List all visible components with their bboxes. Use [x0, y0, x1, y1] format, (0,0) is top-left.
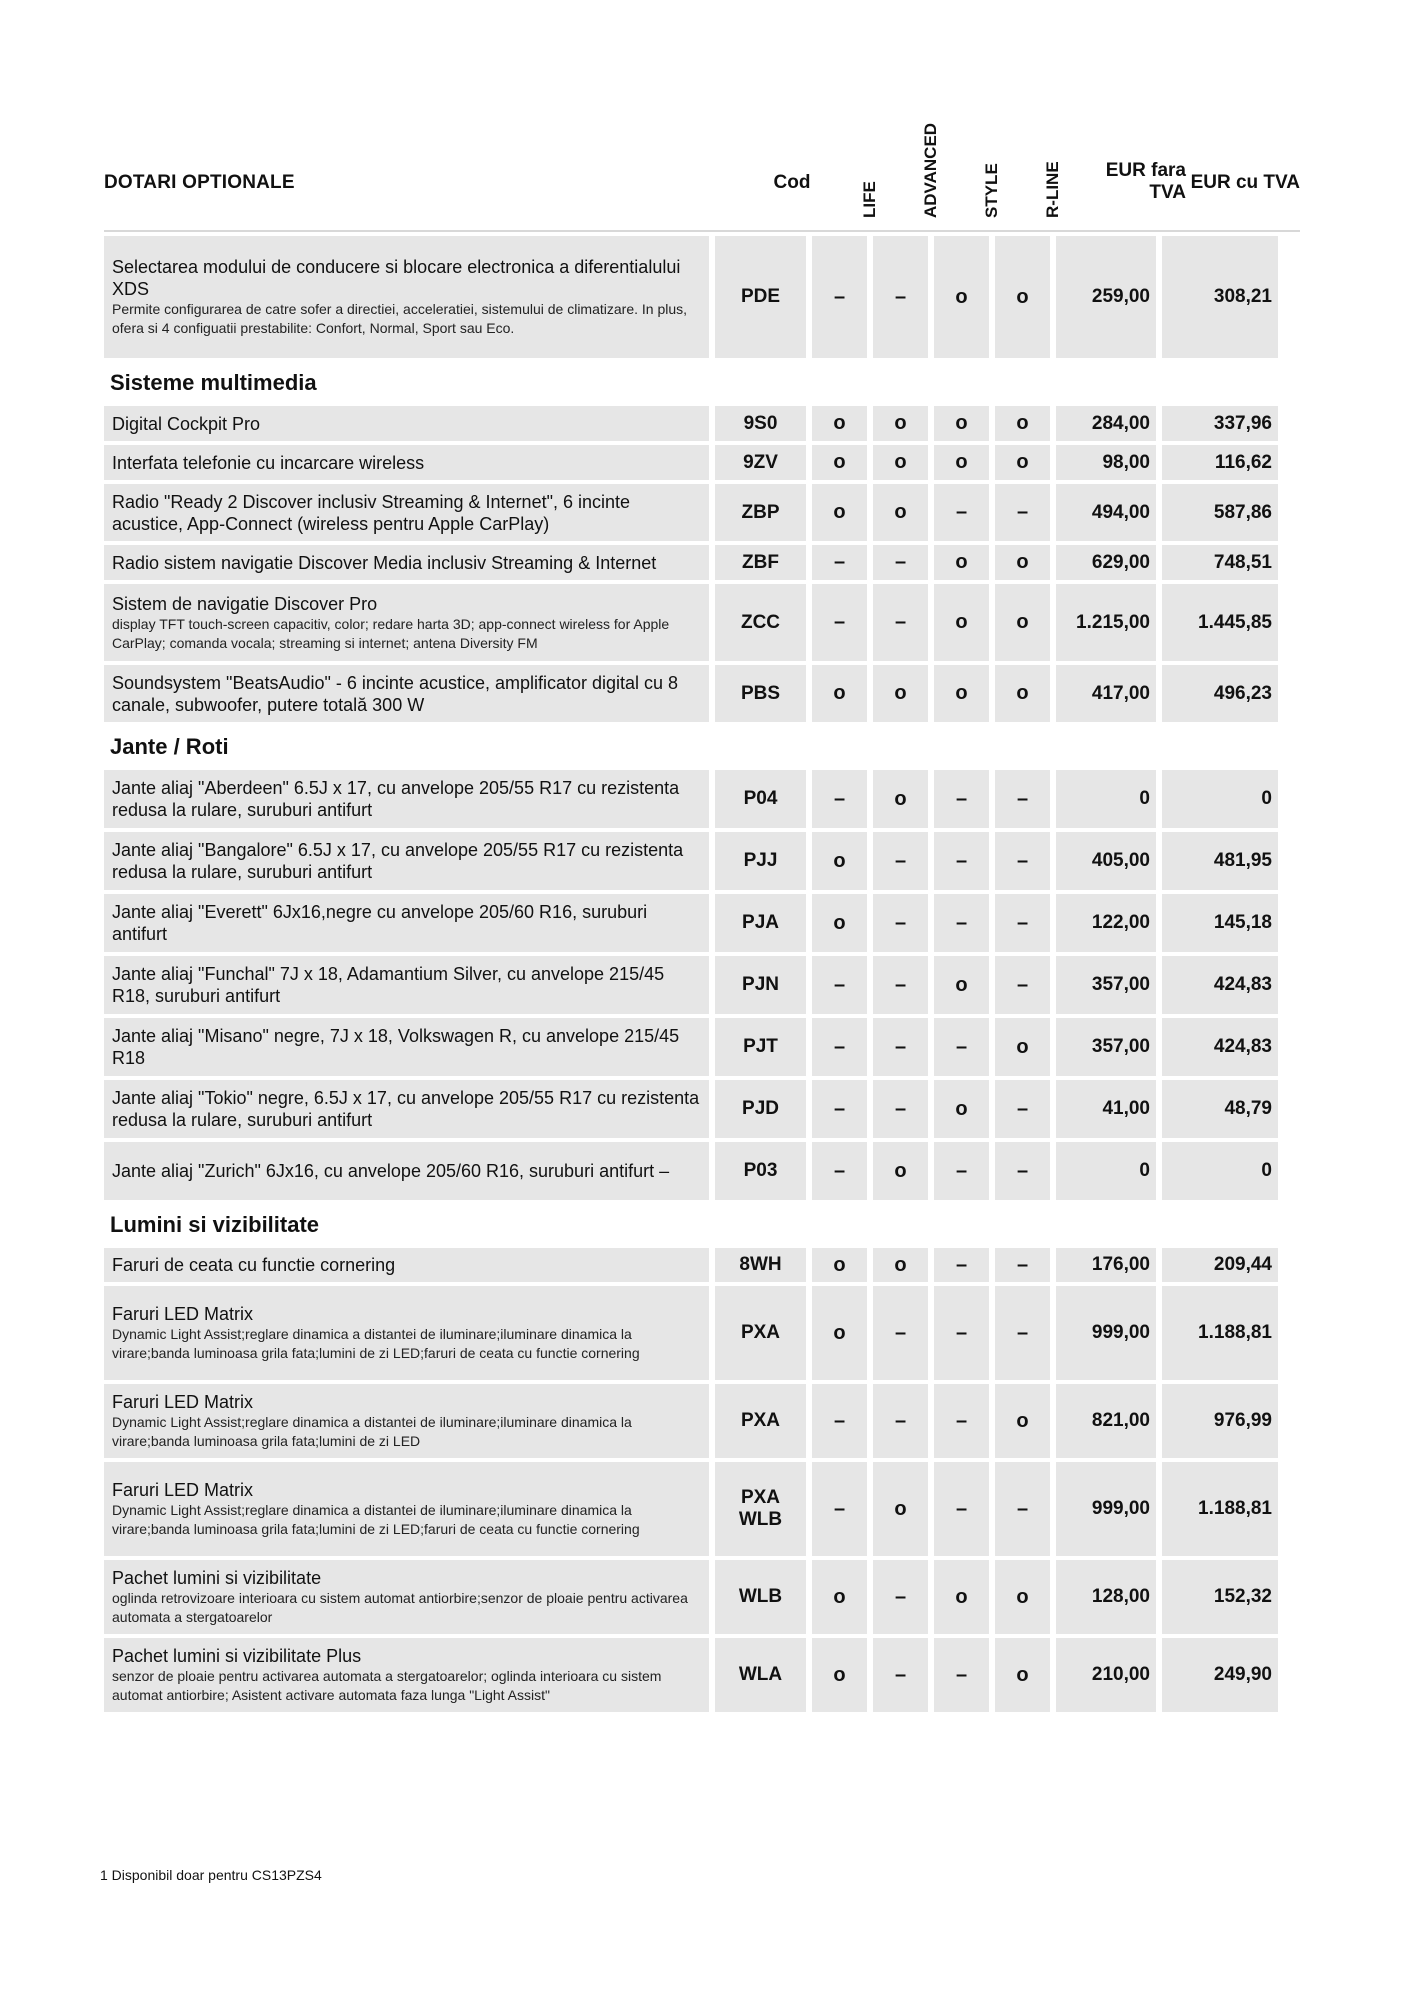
availability-life: o [812, 1638, 867, 1712]
option-code: ZBF [715, 545, 806, 580]
option-code: PDE [715, 236, 806, 358]
availability-advanced: – [873, 894, 928, 952]
availability-style: – [934, 484, 989, 541]
table-row [104, 1638, 1300, 1712]
price-fara-tva: 210,00 [1056, 1638, 1156, 1712]
option-name: Soundsystem "BeatsAudio" - 6 incinte acustice, amplificator digital cu 8 canale, subwoofer, putere totală 300 W [112, 672, 679, 715]
availability-life: – [812, 1462, 867, 1556]
availability-rline: o [995, 236, 1050, 358]
availability-advanced: o [873, 770, 928, 828]
price-fara-tva: 821,00 [1056, 1384, 1156, 1458]
option-description [104, 832, 709, 890]
availability-advanced: o [873, 406, 928, 441]
availability-rline: o [995, 1638, 1050, 1712]
option-description [104, 1142, 709, 1200]
availability-life: o [812, 445, 867, 480]
availability-style: o [934, 236, 989, 358]
option-description [104, 484, 709, 541]
availability-advanced: o [873, 1248, 928, 1282]
price-cu-tva: 1.445,85 [1162, 584, 1278, 661]
availability-rline: – [995, 1248, 1050, 1282]
availability-style: – [934, 1142, 989, 1200]
option-description [104, 1248, 709, 1282]
option-code: WLA [715, 1638, 806, 1712]
price-fara-tva: 122,00 [1056, 894, 1156, 952]
option-name: Interfata telefonie cu incarcare wireless [112, 452, 425, 473]
option-name: Jante aliaj "Bangalore" 6.5J x 17, cu anvelope 205/55 R17 cu rezistenta redusa la rulare, suruburi antifurt [112, 840, 684, 882]
table-row [104, 1462, 1300, 1556]
price-cu-tva: 1.188,81 [1162, 1462, 1278, 1556]
availability-advanced: o [873, 1462, 928, 1556]
option-description [104, 1462, 709, 1556]
table-row [104, 1142, 1300, 1200]
price-fara-tva: 1.215,00 [1056, 584, 1156, 661]
column-rline: R-LINE [1042, 161, 1062, 218]
availability-style: o [934, 1560, 989, 1634]
option-description [104, 1384, 709, 1458]
table-row [104, 1018, 1300, 1076]
availability-rline: – [995, 956, 1050, 1014]
option-description [104, 1080, 709, 1138]
price-cu-tva: 496,23 [1162, 665, 1278, 722]
availability-advanced: – [873, 545, 928, 580]
availability-advanced: o [873, 1142, 928, 1200]
option-name: Jante aliaj "Funchal" 7J x 18, Adamantium Silver, cu anvelope 215/45 R18, suruburi antifurt [112, 964, 665, 1006]
price-cu-tva: 337,96 [1162, 406, 1278, 441]
table-row [104, 1080, 1300, 1138]
option-code: PJJ [715, 832, 806, 890]
availability-life: – [812, 1384, 867, 1458]
table-row [104, 665, 1300, 722]
price-fara-tva: 357,00 [1056, 956, 1156, 1014]
availability-advanced: – [873, 956, 928, 1014]
options-page [104, 118, 1300, 1712]
option-code: P03 [715, 1142, 806, 1200]
availability-life: o [812, 665, 867, 722]
availability-advanced: – [873, 1638, 928, 1712]
option-name: Digital Cockpit Pro [112, 413, 261, 434]
table-row [104, 545, 1300, 580]
availability-rline: o [995, 584, 1050, 661]
table-header [104, 118, 1300, 232]
column-eur-cu-tva: EUR cu TVA [1190, 172, 1300, 193]
option-code: 9ZV [715, 445, 806, 480]
availability-advanced: – [873, 584, 928, 661]
section-title: Lumini si vizibilitate [110, 1212, 320, 1237]
availability-style: o [934, 1080, 989, 1138]
option-name: Pachet lumini si vizibilitate [112, 1568, 322, 1588]
column-eur-fara-tva: EUR fara TVA [1105, 160, 1186, 203]
option-name: Radio sistem navigatie Discover Media inclusiv Streaming & Internet [112, 552, 657, 573]
price-fara-tva: 417,00 [1056, 665, 1156, 722]
option-code: PJN [715, 956, 806, 1014]
price-cu-tva: 209,44 [1162, 1248, 1278, 1282]
option-description [104, 665, 709, 722]
availability-life: – [812, 1142, 867, 1200]
price-cu-tva: 481,95 [1162, 832, 1278, 890]
availability-advanced: o [873, 484, 928, 541]
option-details: Dynamic Light Assist;reglare dinamica a distantei de iluminare;iluminare dinamica la virare;banda luminoasa grila fata;lumini de zi LED;faruri de ceata cu functie cornering [112, 1326, 640, 1361]
option-code: PJD [715, 1080, 806, 1138]
availability-life: o [812, 894, 867, 952]
price-fara-tva: 494,00 [1056, 484, 1156, 541]
option-code: ZCC [715, 584, 806, 661]
price-cu-tva: 587,86 [1162, 484, 1278, 541]
availability-rline: o [995, 1384, 1050, 1458]
table-row [104, 484, 1300, 541]
table-row [104, 236, 1300, 358]
option-code: PXA [715, 1286, 806, 1380]
price-fara-tva: 999,00 [1056, 1462, 1156, 1556]
availability-rline: o [995, 545, 1050, 580]
section-title: Sisteme multimedia [110, 370, 317, 395]
column-cod: Cod [773, 172, 811, 193]
availability-advanced: – [873, 1018, 928, 1076]
availability-style: o [934, 406, 989, 441]
price-cu-tva: 145,18 [1162, 894, 1278, 952]
option-code: ZBP [715, 484, 806, 541]
price-cu-tva: 116,62 [1162, 445, 1278, 480]
price-cu-tva: 308,21 [1162, 236, 1278, 358]
availability-life: o [812, 1286, 867, 1380]
availability-rline: o [995, 1560, 1050, 1634]
option-name: Jante aliaj "Tokio" negre, 6.5J x 17, cu anvelope 205/55 R17 cu rezistenta redusa la rulare, suruburi antifurt [112, 1088, 700, 1130]
availability-advanced: o [873, 445, 928, 480]
availability-rline: – [995, 770, 1050, 828]
option-name: Radio "Ready 2 Discover inclusiv Streaming & Internet", 6 incinte acustice, App-Connect (wireless pentru Apple CarPlay) [112, 491, 631, 534]
table-row [104, 584, 1300, 661]
option-description [104, 406, 709, 441]
price-fara-tva: 128,00 [1056, 1560, 1156, 1634]
option-name: Faruri LED Matrix [112, 1392, 254, 1412]
availability-rline: – [995, 484, 1050, 541]
availability-life: – [812, 1018, 867, 1076]
option-details: Permite configurarea de catre sofer a directiei, acceleratiei, sistemului de climatizare. In plus, ofera si 4 configuatii prestabilite: Confort, Normal, Sport sau Eco. [112, 301, 688, 336]
availability-life: o [812, 406, 867, 441]
option-name: Jante aliaj "Aberdeen" 6.5J x 17, cu anvelope 205/55 R17 cu rezistenta redusa la rulare, suruburi antifurt [112, 778, 680, 820]
availability-style: o [934, 445, 989, 480]
price-cu-tva: 424,83 [1162, 1018, 1278, 1076]
price-fara-tva: 0 [1056, 1142, 1156, 1200]
availability-rline: – [995, 1142, 1050, 1200]
option-description [104, 1560, 709, 1634]
option-code: PJA [715, 894, 806, 952]
table-row [104, 406, 1300, 441]
option-description [104, 1286, 709, 1380]
availability-style: – [934, 894, 989, 952]
option-name: Jante aliaj "Zurich" 6Jx16, cu anvelope 205/60 R16, suruburi antifurt – [112, 1161, 670, 1181]
availability-advanced: – [873, 832, 928, 890]
price-cu-tva: 249,90 [1162, 1638, 1278, 1712]
availability-life: o [812, 1248, 867, 1282]
availability-life: – [812, 1080, 867, 1138]
price-cu-tva: 0 [1162, 770, 1278, 828]
availability-advanced: – [873, 1560, 928, 1634]
availability-rline: – [995, 1462, 1050, 1556]
availability-rline: – [995, 894, 1050, 952]
availability-life: – [812, 584, 867, 661]
availability-style: o [934, 956, 989, 1014]
column-life: LIFE [859, 181, 879, 218]
option-name: Jante aliaj "Everett" 6Jx16,negre cu anvelope 205/60 R16, suruburi antifurt [112, 902, 648, 944]
option-code: 9S0 [715, 406, 806, 441]
availability-rline: o [995, 1018, 1050, 1076]
option-description [104, 1638, 709, 1712]
availability-style: – [934, 1286, 989, 1380]
table-row [104, 1560, 1300, 1634]
availability-rline: o [995, 445, 1050, 480]
option-details: display TFT touch-screen capacitiv, color; redare harta 3D; app-connect wireless for Apple CarPlay; comanda vocala; streaming si internet; antena Diversity FM [112, 615, 670, 651]
option-code: PJT [715, 1018, 806, 1076]
option-name: Faruri LED Matrix [112, 1304, 254, 1324]
price-fara-tva: 629,00 [1056, 545, 1156, 580]
price-fara-tva: 176,00 [1056, 1248, 1156, 1282]
option-details: Dynamic Light Assist;reglare dinamica a distantei de iluminare;iluminare dinamica la virare;banda luminoasa grila fata;lumini de zi LED;faruri de ceata cu functie cornering [112, 1502, 640, 1537]
price-fara-tva: 98,00 [1056, 445, 1156, 480]
option-name: Faruri LED Matrix [112, 1480, 254, 1500]
price-cu-tva: 748,51 [1162, 545, 1278, 580]
column-style: STYLE [981, 163, 1001, 218]
availability-rline: – [995, 1286, 1050, 1380]
footnote: 1 Disponibil doar pentru CS13PZS4 [100, 1867, 322, 1883]
table-row [104, 445, 1300, 480]
price-fara-tva: 999,00 [1056, 1286, 1156, 1380]
option-description [104, 445, 709, 480]
availability-rline: – [995, 1080, 1050, 1138]
availability-life: – [812, 956, 867, 1014]
availability-style: – [934, 1462, 989, 1556]
option-name: Faruri de ceata cu functie cornering [112, 1255, 396, 1275]
price-cu-tva: 152,32 [1162, 1560, 1278, 1634]
availability-rline: o [995, 406, 1050, 441]
price-fara-tva: 284,00 [1056, 406, 1156, 441]
availability-style: – [934, 1384, 989, 1458]
availability-life: – [812, 236, 867, 358]
option-details: senzor de ploaie pentru activarea automata a stergatoarelor; oglinda interioara cu sistem automat antiorbire; Asistent activare automata faza lunga "Light Assist" [112, 1668, 662, 1703]
option-code: WLB [715, 1560, 806, 1634]
option-code: 8WH [715, 1248, 806, 1282]
price-fara-tva: 259,00 [1056, 236, 1156, 358]
availability-style: – [934, 770, 989, 828]
option-name: Sistem de navigatie Discover Pro [112, 593, 378, 614]
availability-style: – [934, 1248, 989, 1282]
table-row [104, 1248, 1300, 1282]
option-code: P04 [715, 770, 806, 828]
availability-advanced: o [873, 665, 928, 722]
price-cu-tva: 1.188,81 [1162, 1286, 1278, 1380]
section-title: Jante / Roti [110, 734, 229, 759]
table-title: DOTARI OPTIONALE [104, 172, 295, 193]
option-description [104, 236, 709, 358]
availability-style: o [934, 584, 989, 661]
table-row [104, 770, 1300, 828]
table-row [104, 1384, 1300, 1458]
availability-style: – [934, 832, 989, 890]
price-fara-tva: 41,00 [1056, 1080, 1156, 1138]
availability-style: o [934, 665, 989, 722]
option-details: oglinda retrovizoare interioara cu sistem automat antiorbire;senzor de ploaie pentru activarea automata a stergatoarelor [112, 1590, 688, 1625]
availability-advanced: – [873, 1286, 928, 1380]
table-row [104, 956, 1300, 1014]
option-code: PXA WLB [715, 1462, 806, 1556]
table-row [104, 832, 1300, 890]
availability-style: – [934, 1638, 989, 1712]
table-row [104, 894, 1300, 952]
column-advanced: ADVANCED [920, 122, 940, 218]
price-fara-tva: 0 [1056, 770, 1156, 828]
option-name: Pachet lumini si vizibilitate Plus [112, 1646, 362, 1666]
price-cu-tva: 48,79 [1162, 1080, 1278, 1138]
option-code: PBS [715, 665, 806, 722]
availability-life: o [812, 1560, 867, 1634]
availability-advanced: – [873, 236, 928, 358]
availability-style: o [934, 545, 989, 580]
availability-life: – [812, 770, 867, 828]
option-description [104, 956, 709, 1014]
option-description [104, 770, 709, 828]
price-fara-tva: 357,00 [1056, 1018, 1156, 1076]
availability-advanced: – [873, 1384, 928, 1458]
table-body [104, 236, 1300, 1712]
availability-rline: o [995, 665, 1050, 722]
price-cu-tva: 0 [1162, 1142, 1278, 1200]
availability-life: o [812, 832, 867, 890]
table-row [104, 1286, 1300, 1380]
availability-style: – [934, 1018, 989, 1076]
availability-life: o [812, 484, 867, 541]
price-cu-tva: 976,99 [1162, 1384, 1278, 1458]
price-cu-tva: 424,83 [1162, 956, 1278, 1014]
option-details: Dynamic Light Assist;reglare dinamica a distantei de iluminare;iluminare dinamica la virare;banda luminoasa grila fata;lumini de zi LED [112, 1414, 632, 1449]
price-fara-tva: 405,00 [1056, 832, 1156, 890]
option-name: Selectarea modului de conducere si blocare electronica a diferentialului XDS [112, 257, 681, 299]
availability-advanced: – [873, 1080, 928, 1138]
availability-life: – [812, 545, 867, 580]
option-description [104, 894, 709, 952]
option-description [104, 1018, 709, 1076]
option-name: Jante aliaj "Misano" negre, 7J x 18, Volkswagen R, cu anvelope 215/45 R18 [112, 1026, 680, 1068]
option-description [104, 545, 709, 580]
availability-rline: – [995, 832, 1050, 890]
option-code: PXA [715, 1384, 806, 1458]
option-description [104, 584, 709, 661]
